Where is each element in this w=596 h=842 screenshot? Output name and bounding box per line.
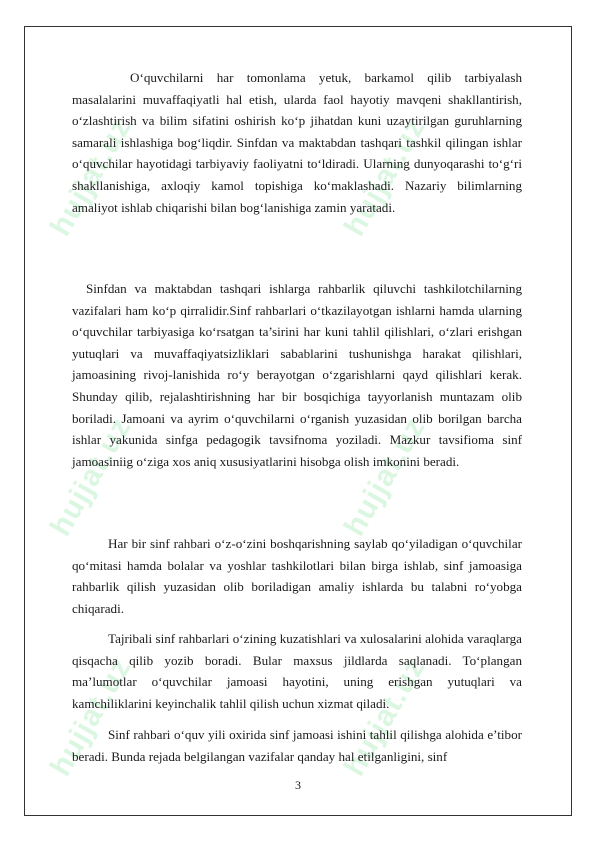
paragraph-5 [72,724,522,768]
paragraph-4 [72,628,522,714]
paragraph-text: Sinf rahbari o‘quv yili oxirida sinf jamoasi ishini tahlil qilishga alohida e’tibor beradi. Bunda rejada belgilangan vazifalar qanday hal etilganligini, sinf [72,727,522,764]
watermark-text: hujjat.uz [43,651,138,782]
paragraph-text: O‘quvchilarni har tomonlama yetuk, barkamol qilib tarbiyalash masalalarini muvaffaqiyatli hal etish, ularda faol hayotiy mavqeni shakllantirish, o‘zlashtirish va bilim sifatini oshirish ko‘p jihatdan kuni uzaytirilgan guruhlarning samarali ishlashiga bog‘liqdir. Sinfdan va maktabdan tashqari tashkil qilingan ishlar o‘quvchilar hayotidagi tarbiyaviy faoliyatni to‘ldiradi. Ularning dunyoqarashi to‘g‘ri shakllanishiga, axloqiy kamol topishiga ko‘maklashadi. Nazariy bilimlarning amaliyot ishlab chiqarishi bilan bog‘lanishiga zamin yaratadi. [72,70,522,215]
watermark-text: hujjat.uz [337,411,432,542]
paragraph-text: Har bir sinf rahbari o‘z-o‘zini boshqarishning saylab qo‘yiladigan o‘quvchilar qo‘mitasi hamda bolalar va yoshlar tashkilotlari bilan birga ishlab, sinf jamoasiga rahbarlik qilish yuzasidan olib boriladigan amaliy ishlarda bu talabni ro‘yobga chiqaradi. [72,536,522,616]
paragraph-2 [72,278,522,472]
paragraph-1 [72,67,522,218]
watermark-text: hujjat.uz [43,111,138,242]
watermark-text: hujjat.uz [337,651,432,782]
watermark-text: hujjat.uz [43,411,138,542]
page-number: 3 [295,778,301,792]
paragraph-text: Sinfdan va maktabdan tashqari ishlarga rahbarlik qiluvchi tashkilotchilarning vazifalari ham ko‘p qirralidir.Sinf rahbarlari o‘tkazilayotgan ishlarni hamda ularning o‘quvchilar tarbiyasiga ko‘rsatgan ta’sirini har kuni tahlil qilishlari, o‘zlari erishgan yutuqlari va muvaffaqiyatsizliklari sabablarini tushunishga harakat qilishlari, jamoasining rivoj-lanishida ro‘y berayotgan o‘zgarishlarni qayd qilishlari kerak. Shunday qilib, rejalashtirishning har bir bosqichiga tayyorlanish muntazam olib boriladi. Jamoani va ayrim o‘quvchilarni o‘rganish yuzasidan olib borilgan barcha ishlar yakunida sinfga pedagogik tavsifnoma yoziladi. Mazkur tavsifioma sinf jamoasiniig o‘ziga xos aniq xususiyatlarini hisobga olish imkonini beradi. [72,281,522,469]
paragraph-3 [72,533,522,619]
paragraph-text: Tajribali sinf rahbarlari o‘zining kuzatishlari va xulosalarini alohida varaqlarga qisqacha qilib yozib boradi. Bular maxsus jildlarda saqlanadi. To‘plangan ma’lumotlar o‘quvchilar jamoasi hayotini, uning erishgan yutuqlari va kamchiliklarini keyinchalik tahlil qilish uchun xizmat qiladi. [72,631,522,711]
watermark-text: hujjat.uz [337,111,432,242]
